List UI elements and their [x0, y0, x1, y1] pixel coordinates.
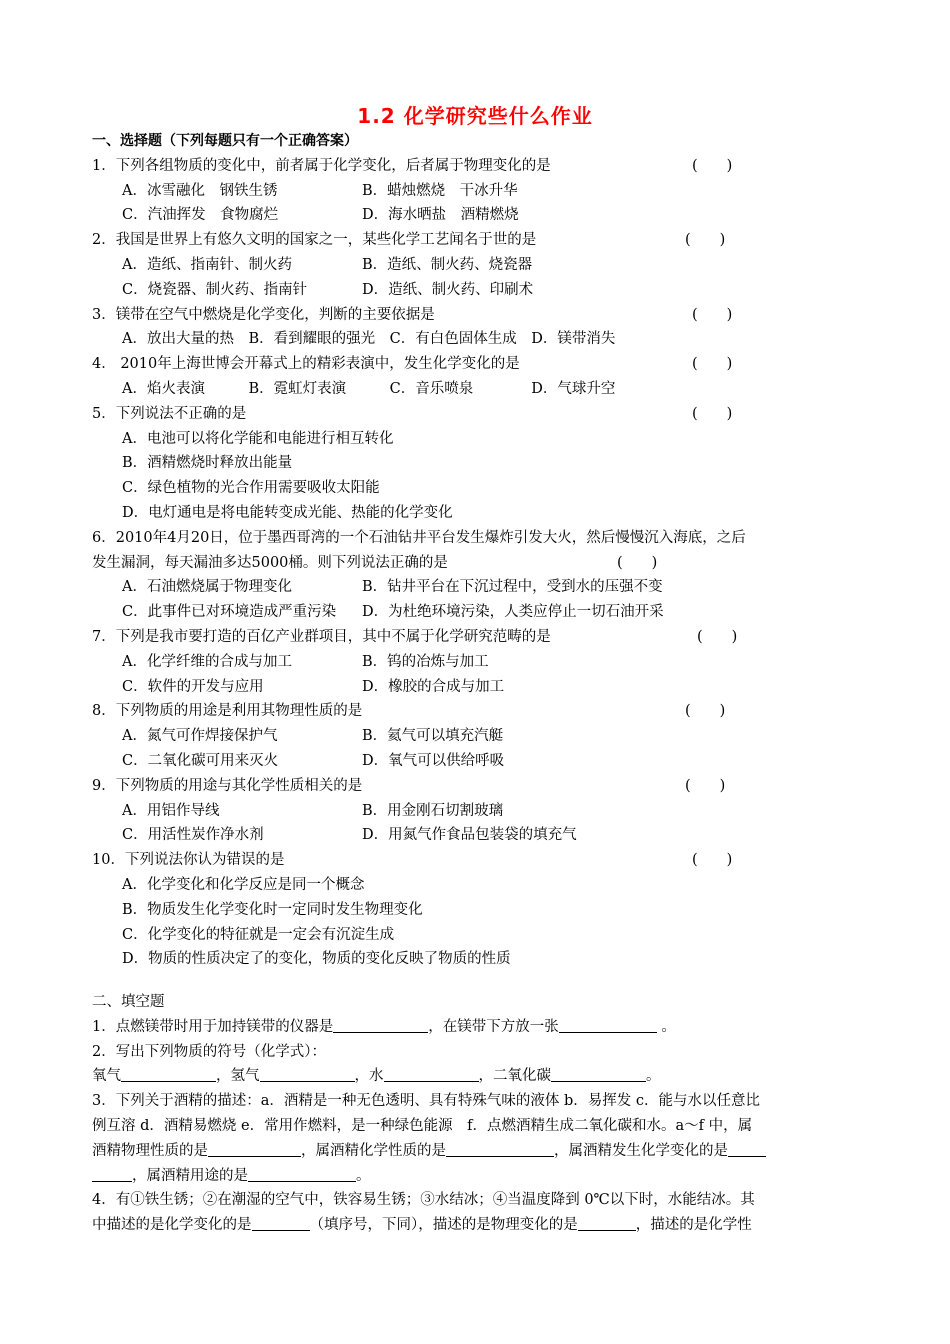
question-text: ，属酒精发生化学变化的是: [554, 1142, 728, 1159]
question-stem: 1．下列各组物质的变化中，前者属于化学变化，后者属于物理变化的是: [92, 157, 551, 174]
fill-question-2-blanks: [92, 1064, 867, 1089]
answer-paren: ( ): [685, 703, 726, 720]
question-6-continued: [0, 551, 867, 576]
question-text: ，在镁带下方放一张: [428, 1018, 559, 1035]
options-row: [92, 278, 867, 303]
answer-blank[interactable]: [252, 1214, 310, 1231]
option-d: D．物质的性质决定了的变化，物质的变化反映了物质的性质: [122, 951, 511, 968]
question-text: ，描述的是化学性: [635, 1217, 752, 1234]
question-text: 中描述的是化学变化的是: [92, 1217, 252, 1234]
question-7: [92, 625, 867, 650]
answer-blank[interactable]: [446, 1140, 554, 1157]
answer-paren: ( ): [692, 356, 733, 373]
options-row: [92, 600, 867, 625]
question-3: [92, 303, 867, 328]
options-row: [92, 203, 867, 228]
question-text: ，属酒精化学性质的是: [301, 1142, 446, 1159]
answer-paren: ( ): [697, 628, 738, 645]
option-d: D．造纸、制火药、印刷术: [362, 281, 534, 298]
question-stem: 2．我国是世界上有悠久文明的国家之一，某些化学工艺闻名于世的是: [92, 232, 537, 249]
question-6: 6．2010年4月20日，位于墨西哥湾的一个石油钻井平台发生爆炸引发大火，然后慢慢沉入海底，之后: [92, 529, 746, 546]
answer-blank[interactable]: [260, 1065, 355, 1082]
options-row: A．焰火表演 B．霓虹灯表演 C．音乐喷泉 D．气球升空: [122, 380, 616, 397]
option-d: D．橡胶的合成与加工: [362, 678, 505, 695]
question-text: ，属酒精用途的是: [132, 1167, 248, 1184]
option-b: B．物质发生化学变化时一定同时发生物理变化: [122, 901, 423, 918]
options-row: A．放出大量的热 B．看到耀眼的强光 C．有白色固体生成 D．镁带消失: [122, 331, 616, 348]
option-a: A．造纸、指南针、制火药: [122, 256, 292, 273]
option-d: D．海水晒盐 酒精燃烧: [362, 207, 519, 224]
question-text: 。: [656, 1018, 676, 1035]
option-c: C．汽油挥发 食物腐烂: [122, 207, 279, 224]
option-b: B．用金刚石切割玻璃: [362, 802, 504, 819]
answer-blank[interactable]: [384, 1065, 479, 1082]
question-stem: 发生漏洞，每天漏油多达5000桶。则下列说法正确的是: [92, 554, 448, 571]
options-row: [92, 675, 867, 700]
question-stem: 9．下列物质的用途与其化学性质相关的是: [92, 777, 363, 794]
options-row: [92, 650, 867, 675]
options-row: [92, 799, 867, 824]
fill-question-3: 3．下列关于酒精的描述：a．酒精是一种无色透明、具有特殊气味的液体 b．易挥发 c．能与水以任意比: [92, 1093, 760, 1110]
question-9: [92, 774, 867, 799]
answer-blank[interactable]: [121, 1065, 216, 1082]
option-b: B．氦气可以填充汽艇: [362, 728, 504, 745]
question-text: 。: [356, 1167, 371, 1184]
question-2: [92, 228, 867, 253]
option-c: C．软件的开发与应用: [122, 678, 264, 695]
question-text: ，水: [354, 1068, 384, 1085]
answer-paren: ( ): [685, 777, 726, 794]
fill-question-4-line2: [92, 1213, 867, 1238]
options-row: [92, 724, 867, 749]
answer-paren: ( ): [692, 306, 733, 323]
question-stem: 8．下列物质的用途是利用其物理性质的是: [92, 703, 363, 720]
option-b: B．钻井平台在下沉过程中，受到水的压强不变: [362, 579, 663, 596]
option-d: D．电灯通电是将电能转变成光能、热能的化学变化: [122, 504, 453, 521]
question-5: [92, 402, 867, 427]
question-stem: 10．下列说法你认为错误的是: [92, 852, 285, 869]
question-stem: 3．镁带在空气中燃烧是化学变化，判断的主要依据是: [92, 306, 435, 323]
option-a: A．化学纤维的合成与加工: [122, 653, 292, 670]
fill-question-3-line4: [92, 1164, 867, 1189]
option-c: C．用活性炭作净水剂: [122, 827, 264, 844]
question-4: [92, 352, 867, 377]
answer-blank[interactable]: [559, 1016, 657, 1033]
question-text: 酒精物理性质的是: [92, 1142, 208, 1159]
option-c: C．绿色植物的光合作用需要吸收太阳能: [122, 480, 380, 497]
answer-paren: ( ): [692, 405, 733, 422]
question-text: 氧气: [92, 1068, 121, 1085]
options-row: [92, 179, 867, 204]
options-row: [92, 253, 867, 278]
option-b: B．蜡烛燃烧 干冰升华: [362, 182, 518, 199]
page-title: 1.2 化学研究些什么作业: [357, 104, 593, 128]
option-c: C．此事件已对环境造成严重污染: [122, 604, 337, 621]
answer-paren: ( ): [685, 232, 726, 249]
options-row: [92, 749, 867, 774]
fill-question-4: 4．有①铁生锈；②在潮湿的空气中，铁容易生锈；③水结冰；④当温度降到 0℃以下时，水能结冰。其: [92, 1192, 755, 1209]
question-8: [92, 699, 867, 724]
option-d: D．用氮气作食品包装袋的填充气: [362, 827, 577, 844]
question-stem: 7．下列是我市要打造的百亿产业群项目，其中不属于化学研究范畴的是: [92, 628, 551, 645]
options-row: [92, 575, 867, 600]
options-row: [92, 823, 867, 848]
section1-heading: 一、选择题（下列每题只有一个正确答案）: [92, 133, 358, 149]
answer-blank[interactable]: [578, 1214, 636, 1231]
option-a: A．用铝作导线: [122, 802, 220, 819]
answer-paren: ( ): [692, 852, 733, 869]
answer-blank[interactable]: [333, 1016, 428, 1033]
question-stem: 4． 2010年上海世博会开幕式上的精彩表演中，发生化学变化的是: [92, 356, 520, 373]
fill-question-3-line3: [92, 1139, 867, 1164]
answer-paren: ( ): [617, 554, 658, 571]
answer-blank[interactable]: [728, 1140, 766, 1157]
question-10: [92, 848, 867, 873]
fill-question-1: [92, 1015, 867, 1040]
question-text: （填序号，下同），描述的是物理变化的是: [309, 1217, 578, 1234]
fill-question-3-line2: 例互溶 d．酒精易燃烧 e．常用作燃料，是一种绿色能源 f．点燃酒精生成二氧化碳和水。a～f 中，属: [92, 1118, 753, 1135]
question-text: ，氢气: [216, 1068, 260, 1085]
option-c: C．烧瓷器、制火药、指南针: [122, 281, 308, 298]
answer-blank[interactable]: [551, 1065, 646, 1082]
option-b: B．钨的冶炼与加工: [362, 653, 489, 670]
worksheet-content: [92, 129, 867, 1238]
question-1: [92, 154, 867, 179]
option-a: A．氮气可作焊接保护气: [122, 728, 278, 745]
answer-blank[interactable]: [248, 1165, 356, 1182]
option-b: B．造纸、制火药、烧瓷器: [362, 256, 533, 273]
answer-paren: ( ): [692, 157, 733, 174]
question-text: 。: [646, 1068, 661, 1085]
option-c: C．化学变化的特征就是一定会有沉淀生成: [122, 926, 395, 943]
option-a: A．冰雪融化 钢铁生锈: [122, 182, 278, 199]
option-d: D．氧气可以供给呼吸: [362, 752, 505, 769]
question-text: 1．点燃镁带时用于加持镁带的仪器是: [92, 1018, 334, 1035]
option-c: C．二氧化碳可用来灭火: [122, 752, 279, 769]
fill-question-2: 2．写出下列物质的符号（化学式）：: [92, 1043, 326, 1060]
option-a: A．电池可以将化学能和电能进行相互转化: [122, 430, 394, 447]
answer-blank[interactable]: [92, 1165, 132, 1182]
option-b: B．酒精燃烧时释放出能量: [122, 455, 293, 472]
answer-blank[interactable]: [208, 1140, 301, 1157]
section2-heading: 二、填空题: [92, 994, 165, 1011]
question-stem: 5．下列说法不正确的是: [92, 405, 247, 422]
option-a: A．石油燃烧属于物理变化: [122, 579, 292, 596]
option-a: A．化学变化和化学反应是同一个概念: [122, 876, 365, 893]
question-text: ，二氧化碳: [478, 1068, 551, 1085]
option-d: D．为杜绝环境污染，人类应停止一切石油开采: [362, 604, 664, 621]
